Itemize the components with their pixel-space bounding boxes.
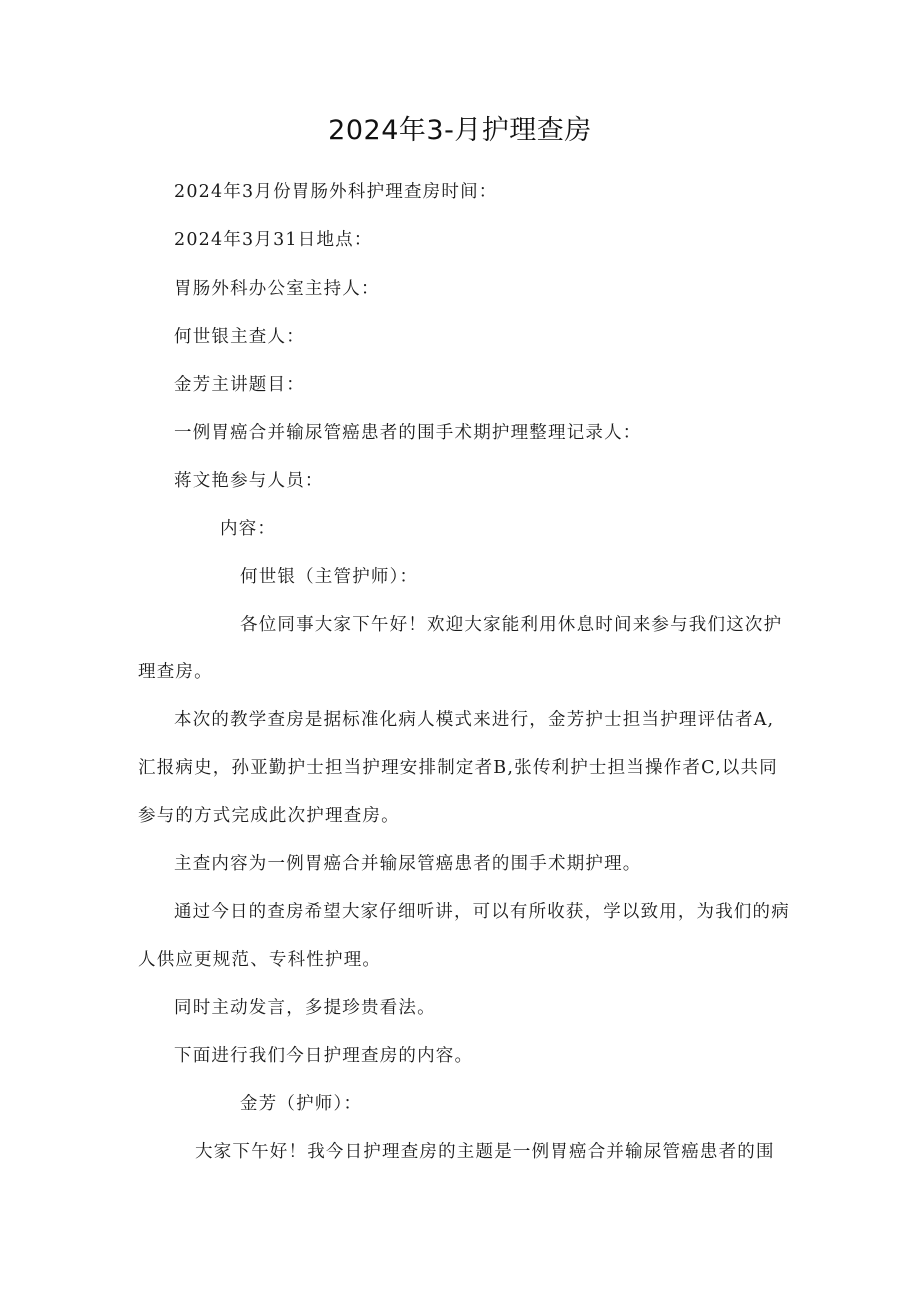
paragraph-line: 何世银主查人： [174, 327, 305, 347]
paragraph-line: 金芳主讲题目： [174, 375, 305, 395]
document-title: 2024年3-月护理查房 [328, 115, 592, 146]
paragraph-line: 一例胃癌合并输尿管癌患者的围手术期护理整理记录人： [174, 423, 642, 443]
paragraph-line: 各位同事大家下午好！欢迎大家能利用休息时间来参与我们这次护 [240, 615, 783, 635]
paragraph-line: 通过今日的查房希望大家仔细听讲，可以有所收获，学以致用，为我们的病 [174, 902, 790, 922]
paragraph-line: 内容： [220, 519, 277, 539]
paragraph-line: 本次的教学查房是据标准化病人模式来进行，金芳护士担当护理评估者A, [174, 710, 775, 730]
paragraph-line: 2024年3月31日地点： [174, 230, 373, 250]
paragraph-line: 2024年3月份胃肠外科护理查房时间： [174, 182, 498, 202]
speaker-heading: 金芳（护师）： [240, 1094, 363, 1114]
speaker-heading: 何世银（主管护师）： [240, 567, 419, 587]
paragraph-line: 蒋文艳参与人员： [174, 471, 324, 491]
paragraph-line: 下面进行我们今日护理查房的内容。 [174, 1046, 474, 1066]
paragraph-line: 人供应更规范、专科性护理。 [138, 950, 382, 970]
paragraph-line: 理查房。 [138, 662, 213, 682]
paragraph-line: 大家下午好！我今日护理查房的主题是一例胃癌合并输尿管癌患者的围 [195, 1142, 775, 1162]
paragraph-line: 汇报病史，孙亚勤护士担当护理安排制定者B,张传利护士担当操作者C,以共同 [138, 758, 778, 778]
paragraph-line: 参与的方式完成此次护理查房。 [138, 806, 400, 826]
paragraph-line: 同时主动发言，多提珍贵看法。 [174, 998, 436, 1018]
paragraph-line: 胃肠外科办公室主持人： [174, 279, 380, 299]
paragraph-line: 主查内容为一例胃癌合并输尿管癌患者的围手术期护理。 [174, 854, 642, 874]
